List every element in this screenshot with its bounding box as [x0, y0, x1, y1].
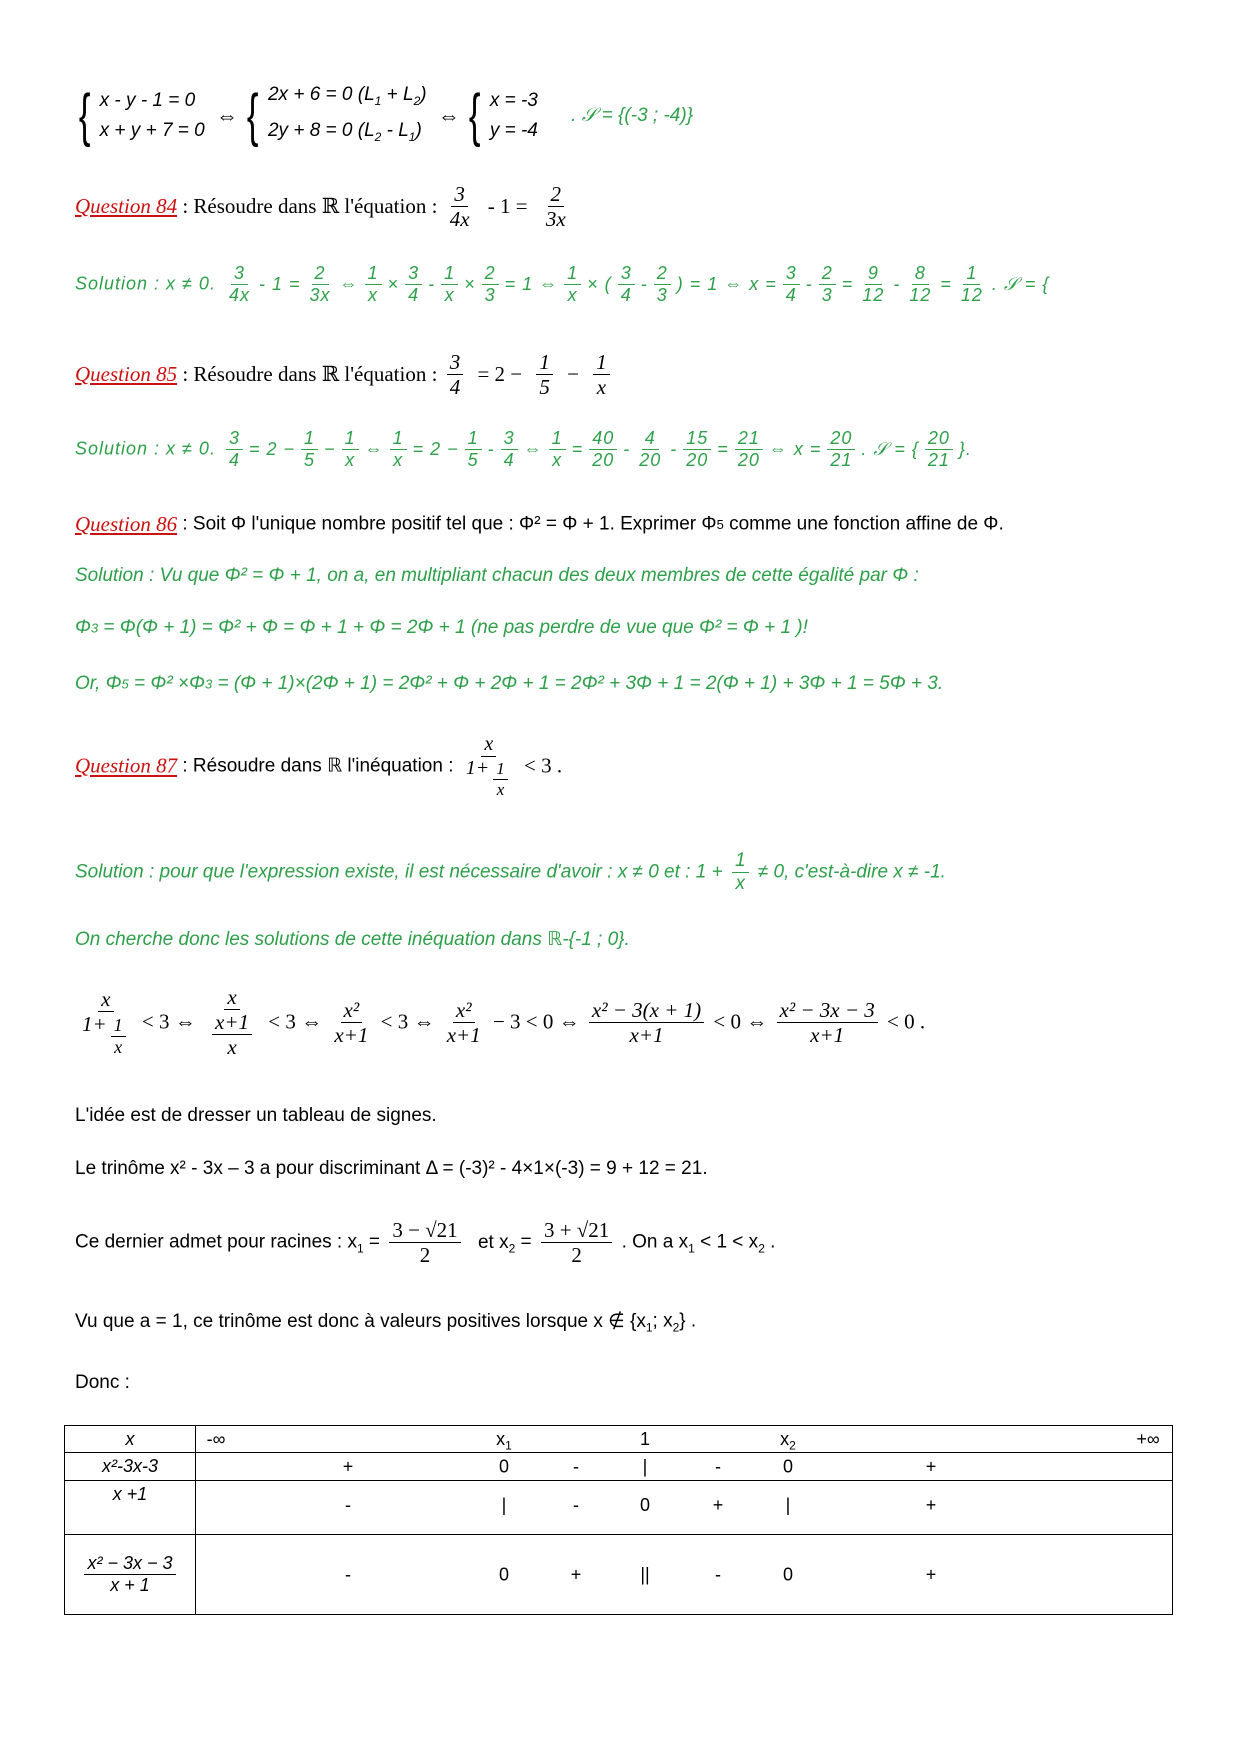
- sign-cell: -: [573, 1495, 579, 1515]
- sign-cell: 0: [498, 1564, 510, 1584]
- table-one: 1: [639, 1429, 651, 1449]
- table-header-x: x: [65, 1426, 196, 1453]
- q84-text: : Résoudre dans ℝ l'équation :: [177, 194, 443, 219]
- table-x1: $x_1$: [496, 1429, 512, 1453]
- q85-line: Question 85 : Résoudre dans ℝ l'équation : $\frac{3}{4}$ = 2 − $\frac{1}{5}$ − $\frac{1}{x}$: [75, 350, 614, 399]
- table-row: [65, 1453, 1173, 1481]
- eq1a: x - y - 1 = 0: [99, 89, 196, 111]
- system-1: [100, 86, 205, 146]
- sign-cell: +: [712, 1495, 724, 1515]
- system-2: [268, 80, 427, 152]
- paragraph-idea: L'idée est de dresser un tableau de signes.: [75, 1105, 437, 1126]
- q86-label: Question 86: [75, 512, 178, 536]
- eq1b: x + y + 7 = 0: [99, 119, 205, 141]
- q86-line: Question 86 : Soit Φ l'unique nombre positif tel que : Φ² = Φ + 1. Exprimer Φ5 comme une fonction affine de Φ.: [75, 512, 1004, 536]
- iff-1: ⇔: [216, 102, 239, 128]
- q86-sol-line3: Or, Φ5 = Φ² ×Φ3 = (Φ + 1)×(2Φ + 1) = 2Φ² + Φ + 2Φ + 1 = 2Φ² + 3Φ + 1 = 2(Φ + 1) + 3Φ + 1 = 5Φ + 3.: [75, 673, 944, 694]
- q87-sol-line2: On cherche donc les solutions de cette inéquation dans ℝ-{-1 ; 0}.: [75, 929, 630, 950]
- paragraph-discriminant: Le trinôme x² - 3x – 3 a pour discriminant Δ = (-3)² - 4×1×(-3) = 9 + 12 = 21.: [75, 1158, 708, 1179]
- q84-mid: - 1 =: [487, 194, 528, 219]
- sign-cell: |: [642, 1456, 648, 1476]
- table-row: [65, 1535, 1173, 1615]
- eq2b: 2y + 8 = 0 $(L_2 - L_1)$: [267, 119, 422, 144]
- sign-cell: 0: [498, 1456, 510, 1476]
- sign-cell: |: [501, 1495, 507, 1515]
- sign-cell: ||: [640, 1564, 650, 1584]
- table-x2: $x_2$: [780, 1429, 796, 1453]
- row-quotient-label: $\frac{\text{x² − 3x − 3}}{x + 1}$: [65, 1535, 196, 1615]
- q86-sol-line2: Φ3 = Φ(Φ + 1) = Φ² + Φ = Φ + 1 + Φ = 2Φ + 1 (ne pas perdre de vue que Φ² = Φ + 1 )!: [75, 617, 808, 638]
- table-row: [65, 1481, 1173, 1535]
- q85-solution: Solution : x ≠ 0. $\frac{3}{4}$ = 2 − $\frac{1}{5}$ − $\frac{1}{x}$ ⇔ $\frac{1}{x}$ = 2 − $\frac{1}{5}$ - $\frac{3}{4}$ ⇔ $\frac{1}{x}$ = $\frac{40}{20}$ - $\frac{4}{20}$ - $\frac{15}{20}$ = $\frac{21}{20}$ ⇔ x = $\frac{20}{21}$ . 𝒮 = { $\frac{20}{21}$ }.: [75, 428, 972, 470]
- q85-label: Question 85: [75, 362, 178, 387]
- paragraph-donc: Donc :: [75, 1372, 130, 1393]
- system-line: [75, 80, 693, 152]
- sign-table: [64, 1425, 1173, 1615]
- q84-label: Question 84: [75, 194, 178, 219]
- sign-cell: +: [925, 1495, 937, 1515]
- system-solution: . 𝒮 = {(-3 ; -4)}: [571, 104, 694, 126]
- paragraph-roots: Ce dernier admet pour racines : $x_1$ = $\frac{3 - √21}{2}$ et $x_2$ = $\frac{3 + √21}{2}$ . On a $x_1 < 1 < x_2$ .: [75, 1218, 776, 1268]
- row-x1-label: x +1: [65, 1481, 196, 1535]
- q86-text: : Soit Φ l'unique nombre positif tel que : Φ² = Φ + 1. Exprimer Φ: [177, 513, 717, 535]
- eq3b: y = -4: [489, 119, 538, 141]
- brace-1: {: [78, 82, 91, 148]
- q84-line: Question 84 : Résoudre dans ℝ l'équation : $\frac{3}{4x}$ - 1 = $\frac{2}{3x}$: [75, 182, 566, 232]
- q87-line: Question 87 : Résoudre dans ℝ l'inéquation : x 1+ $\frac{1}{x}$ < 3 .: [75, 733, 563, 799]
- sign-cell: +: [925, 1564, 937, 1584]
- eq2a: 2x + 6 = 0 $(L_1 + L_2)$: [267, 84, 427, 108]
- table-minus-inf: -∞: [206, 1429, 226, 1449]
- sign-cell: |: [785, 1495, 791, 1515]
- q87-text: : Résoudre dans ℝ l'inéquation :: [177, 755, 454, 777]
- row-trinome-label: x²-3x-3: [65, 1453, 196, 1481]
- brace-2: {: [247, 82, 259, 148]
- table-row: [65, 1426, 1173, 1453]
- eq3a: x = -3: [489, 89, 538, 111]
- q84-solution: Solution : x ≠ 0. $\frac{3}{4x}$ - 1 = $\frac{2}{3x}$ ⇔ $\frac{1}{x}$ × $\frac{3}{4}$ - $\frac{1}{x}$ × $\frac{2}{3}$ = 1 ⇔ $\frac{1}{x}$ × ( $\frac{3}{4}$ - $\frac{2}{3}$ ) = 1 ⇔ x = $\frac{3}{4}$ - $\frac{2}{3}$ = $\frac{9}{12}$ - $\frac{8}{12}$ = $\frac{1}{12}$ . 𝒮 = {: [75, 263, 1050, 305]
- sign-cell: 0: [782, 1456, 794, 1476]
- system-3: [490, 86, 538, 146]
- table-plus-inf: +∞: [1136, 1429, 1160, 1449]
- q86-sol-line1: Solution : Vu que Φ² = Φ + 1, on a, en multipliant chacun des deux membres de cette égalité par Φ :: [75, 565, 919, 586]
- paragraph-sign: Vu que a = 1, ce trinôme est donc à valeurs positives lorsque x ∉ {$x_1$; $x_2$} .: [75, 1310, 697, 1335]
- iff-2: ⇔: [437, 102, 460, 128]
- sign-cell: +: [342, 1456, 354, 1476]
- q87-sol-line1: Solution : pour que l'expression existe, il est nécessaire d'avoir : x ≠ 0 et : 1 + $\frac{1}{x}$ ≠ 0, c'est-à-dire x ≠ -1.: [75, 850, 946, 894]
- sign-cell: +: [570, 1564, 582, 1584]
- sign-cell: -: [573, 1456, 579, 1476]
- q85-text: : Résoudre dans ℝ l'équation :: [177, 362, 443, 387]
- sign-cell: 0: [639, 1495, 651, 1515]
- sign-cell: 0: [782, 1564, 794, 1584]
- sign-cell: +: [925, 1456, 937, 1476]
- sign-cell: -: [715, 1564, 721, 1584]
- sign-cell: -: [345, 1564, 351, 1584]
- sign-cell: -: [715, 1456, 721, 1476]
- q87-chain: x 1+ $\frac{1}{x}$ < 3 ⇔ $\frac{x}{\frac{x+1}{x}}$ < 3 ⇔ $\frac{\text{x²}}{x+1}$ < 3 ⇔ $\frac{\text{x²}}{x+1}$ − 3 < 0 ⇔ $\frac{\text{x² − 3(x + 1)}}{x+1}$ < 0 ⇔ $\frac{\text{x² − 3x − 3}}{x+1}$ < 0 .: [82, 985, 926, 1060]
- brace-3: {: [469, 82, 481, 148]
- q87-label: Question 87: [75, 753, 178, 778]
- sign-cell: -: [345, 1495, 351, 1515]
